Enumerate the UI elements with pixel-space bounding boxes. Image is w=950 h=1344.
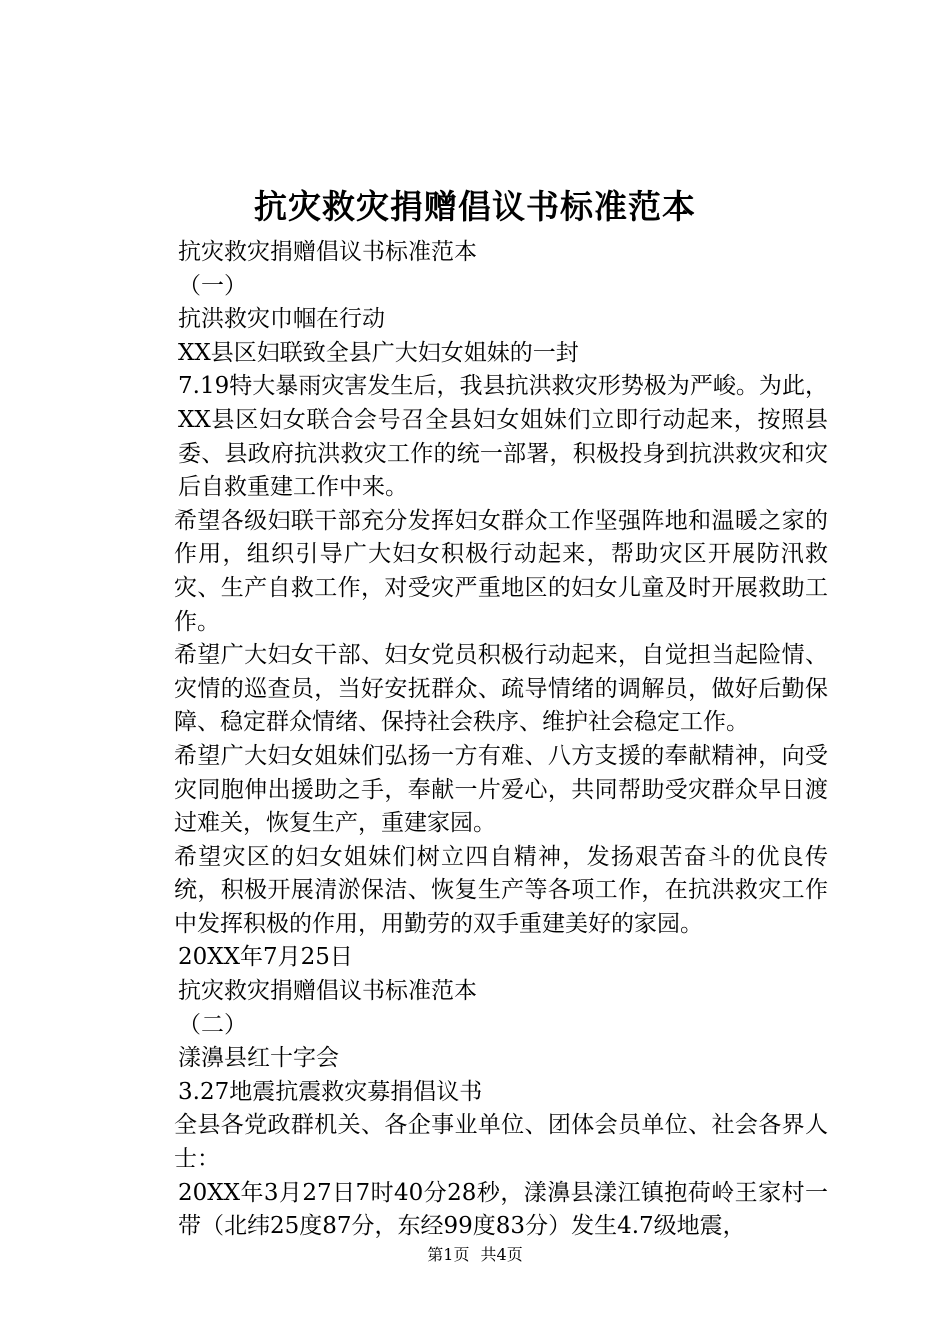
paragraph: 7.19特大暴雨灾害发生后，我县抗洪救灾形势极为严峻。为此，XX县区妇女联合会号召全县妇女姐妹们立即行动起来，按照县委、县政府抗洪救灾工作的统一部署，积极投身到抗洪救灾和灾后自救重建工作中来。 [178,373,828,501]
paragraph: 希望广大妇女干部、妇女党员积极行动起来，自觉担当起险情、灾情的巡查员，当好安抚群众、疏导情绪的调解员，做好后勤保障、稳定群众情绪、保持社会秩序、维护社会稳定工作。 [174,642,828,736]
paragraph: （一） [178,272,247,299]
document-title: 抗灾救灾捐赠倡议书标准范本 [254,187,696,226]
paragraph: 抗洪救灾巾帼在行动 [178,306,385,333]
paragraph: 希望灾区的妇女姐妹们树立四自精神，发扬艰苦奋斗的优良传统，积极开展清淤保洁、恢复生产等各项工作，在抗洪救灾工作中发挥积极的作用，用勤劳的双手重建美好的家园。 [174,843,828,937]
page-footer [0,1244,950,1266]
paragraph: 全县各党政群机关、各企事业单位、团体会员单位、社会各界人士： [174,1112,828,1173]
page-total: 共4页 [480,1245,523,1264]
page-number: 第1页 [427,1245,470,1264]
paragraph: 漾濞县红十字会 [178,1045,339,1072]
paragraph: 希望各级妇联干部充分发挥妇女群众工作坚强阵地和温暖之家的作用，组织引导广大妇女积极行动起来，帮助灾区开展防汛救灾、生产自救工作，对受灾严重地区的妇女儿童及时开展救助工作。 [174,507,828,635]
paragraph: 20XX年3月27日7时40分28秒，漾濞县漾江镇抱荷岭王家村一带（北纬25度87分，东经99度83分）发生4.7级地震， [178,1179,828,1240]
paragraph: 希望广大妇女姐妹们弘扬一方有难、八方支援的奉献精神，向受灾同胞伸出援助之手，奉献一片爱心，共同帮助受灾群众早日渡过难关，恢复生产，重建家园。 [174,742,828,837]
document-body [128,236,828,1244]
paragraph: 20XX年7月25日 [178,944,353,971]
paragraph: XX县区妇联致全县广大妇女姐妹的一封 [178,339,579,366]
paragraph: 抗灾救灾捐赠倡议书标准范本 [178,239,477,265]
paragraph: 3.27地震抗震救灾募捐倡议书 [178,1078,483,1105]
paragraph: （二） [178,1011,247,1038]
paragraph: 抗灾救灾捐赠倡议书标准范本 [178,978,477,1005]
